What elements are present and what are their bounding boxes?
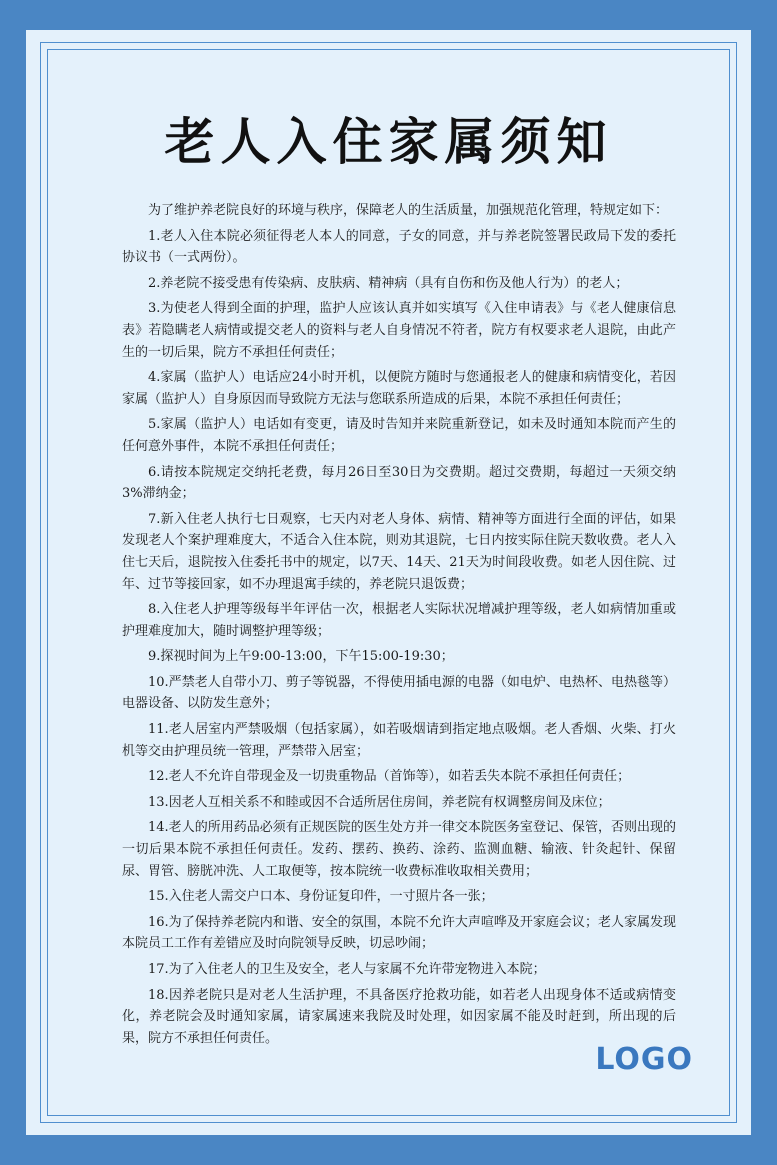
rule-item: 7.新入住老人执行七日观察，七天内对老人身体、病情、精神等方面进行全面的评估，如果发现老人个案护理难度大，不适合入住本院，则劝其退院，七日内按实际住院天数收费。老人入住七天后，退院按入住委托书中的规定，以7天、14天、21天为时间段收费。如老人因住院、过年、过节等接回家，如不办理退寓手续的，养老院只退饭费； (122, 511, 676, 592)
rule-item: 2.养老院不接受患有传染病、皮肤病、精神病（具有自伤和伤及他人行为）的老人； (148, 275, 629, 291)
rule-item: 10.严禁老人自带小刀、剪子等锐器，不得使用插电源的电器（如电炉、电热杯、电热毯等）电器设备、以防发生意外； (122, 674, 676, 712)
rule-item: 3.为使老人得到全面的护理，监护人应该认真并如实填写《入住申请表》与《老人健康信息表》若隐瞒老人病情或提交老人的资料与老人自身情况不符者，院方有权要求老人退院，由此产生的一切后果，院方不承担任何责任； (122, 301, 676, 360)
rule-item: 12.老人不允许自带现金及一切贵重物品（首饰等），如若丢失本院不承担任何责任； (148, 769, 631, 785)
rule-item: 4.家属（监护人）电话应24小时开机，以便院方随时与您通报老人的健康和病情变化，若因家属（监护人）自身原因而导致院方无法与您联系所造成的后果，本院不承担任何责任； (122, 370, 676, 407)
rule-item: 13.因老人互相关系不和睦或因不合适所居住房间，养老院有权调整房间及床位； (148, 794, 611, 810)
rule-item: 18.因养老院只是对老人生活护理，不具备医疗抢救功能，如若老人出现身体不适或病情变化，养老院会及时通知家属，请家属速来我院及时处理，如因家属不能及时赶到，所出现的后果，院方不承担任何责任。 (122, 987, 676, 1046)
intro-paragraph: 为了维护养老院良好的环境与秩序，保障老人的生活质量，加强规范化管理，特规定如下： (148, 203, 669, 218)
rule-item: 15.入住老人需交户口本、身份证复印件，一寸照片各一张； (148, 889, 494, 905)
rule-item: 9.探视时间为上午9:00-13:00，下午15:00-19:30； (148, 649, 454, 665)
rule-item: 8.入住老人护理等级每半年评估一次，根据老人实际状况增减护理等级，老人如病情加重或护理难度加大，随时调整护理等级； (122, 602, 676, 639)
rule-item: 5.家属（监护人）电话如有变更，请及时告知并来院重新登记，如未及时通知本院而产生的任何意外事件，本院不承担任何责任； (122, 417, 676, 454)
page-title: 老人入住家属须知 (164, 112, 613, 171)
notice-poster (26, 30, 751, 1135)
rule-item: 16.为了保持养老院内和谐、安全的氛围，本院不允许大声喧哗及开家庭会议；老人家属发现本院员工工作有差错应及时向院领导反映，切忌吵闹； (122, 914, 676, 952)
rule-item: 17.为了入住老人的卫生及安全，老人与家属不允许带宠物进入本院； (148, 962, 546, 977)
rule-item: 1.老人入住本院必须征得老人本人的同意，子女的同意，并与养老院签署民政局下发的委托协议书（一式两份）。 (122, 228, 676, 266)
rule-item: 14.老人的所用药品必须有正规医院的医生处方并一律交本院医务室登记、保管，否则出现的一切后果本院不承担任何责任。发药、摆药、换药、涂药、监测血糖、输液、针灸起针、保留尿、胃管、膀胱冲洗、人工取便等，按本院统一收费标准收取相关费用； (122, 820, 676, 879)
rule-item: 11.老人居室内严禁吸烟（包括家属），如若吸烟请到指定地点吸烟。老人香烟、火柴、打火机等交由护理员统一管理，严禁带入居室； (122, 722, 676, 759)
notice-body (122, 200, 676, 1053)
rule-item: 6.请按本院规定交纳托老费，每月26日至30日为交费期。超过交费期，每超过一天须交纳3%滞纳金； (122, 464, 676, 502)
logo: LOGO (595, 1042, 693, 1077)
